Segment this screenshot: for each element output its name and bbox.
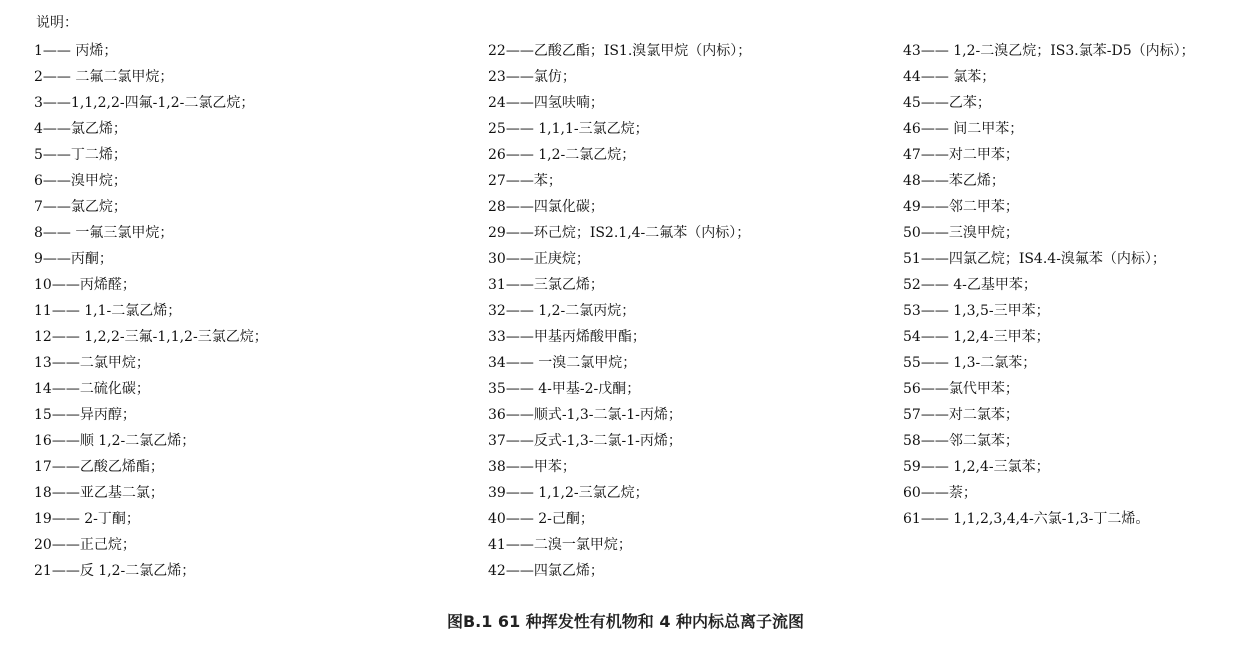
legend-item: 4——氯乙烯；: [34, 121, 127, 137]
legend-item: 61—— 1,1,2,3,4,4-六氯-1,3-丁二烯。: [903, 511, 1150, 527]
legend-item: 37——反式-1,3-二氯-1-丙烯；: [488, 433, 682, 449]
legend-item: 13——二氯甲烷；: [34, 355, 150, 371]
legend-item: 38——甲苯；: [488, 459, 576, 475]
legend-item: 27——苯；: [488, 173, 562, 189]
legend-item: 41——二溴一氯甲烷；: [488, 537, 632, 553]
legend-item: 16——顺 1,2-二氯乙烯；: [34, 433, 196, 449]
legend-item: 10——丙烯醛；: [34, 277, 136, 293]
legend-item: 30——正庚烷；: [488, 251, 590, 267]
legend-item: 50——三溴甲烷；: [903, 225, 1019, 241]
legend-item: 12—— 1,2,2-三氟-1,1,2-三氯乙烷；: [34, 329, 268, 345]
legend-item: 60——萘；: [903, 485, 977, 501]
legend-item: 58——邻二氯苯；: [903, 433, 1019, 449]
legend-column-3: [903, 38, 1195, 532]
legend-item: 39—— 1,1,2-三氯乙烷；: [488, 485, 649, 501]
figure-caption: 图B.1 61 种挥发性有机物和 4 种内标总离子流图: [446, 612, 805, 631]
legend-item: 9——丙酮；: [34, 251, 113, 267]
legend-item: 57——对二氯苯；: [903, 407, 1019, 423]
legend-title: 说明：: [36, 15, 78, 31]
legend-item: 35—— 4-甲基-2-戊酮；: [488, 381, 641, 397]
legend-item: 40—— 2-己酮；: [488, 511, 594, 527]
legend-item: 54—— 1,2,4-三甲苯；: [903, 329, 1050, 345]
legend-item: 1—— 丙烯；: [34, 43, 118, 59]
legend-item: 34—— 一溴二氯甲烷；: [488, 355, 637, 371]
legend-item: 32—— 1,2-二氯丙烷；: [488, 303, 636, 319]
legend-item: 53—— 1,3,5-三甲苯；: [903, 303, 1050, 319]
legend-item: 29——环己烷；IS2.1,4-二氟苯（内标）；: [488, 225, 751, 241]
legend-item: 8—— 一氟三氯甲烷；: [34, 225, 174, 241]
legend-item: 26—— 1,2-二氯乙烷；: [488, 147, 636, 163]
legend-column-2: [488, 38, 751, 584]
legend-item: 15——异丙醇；: [34, 407, 136, 423]
legend-item: 51——四氯乙烷；IS4.4-溴氟苯（内标）；: [903, 251, 1166, 267]
legend-item: 52—— 4-乙基甲苯；: [903, 277, 1037, 293]
legend-item: 11—— 1,1-二氯乙烯；: [34, 303, 182, 319]
legend-item: 3——1,1,2,2-四氟-1,2-二氯乙烷；: [34, 95, 255, 111]
legend-item: 23——氯仿；: [488, 69, 576, 85]
legend-item: 18——亚乙基二氯；: [34, 485, 164, 501]
legend-item: 21——反 1,2-二氯乙烯；: [34, 563, 196, 579]
legend-item: 49——邻二甲苯；: [903, 199, 1019, 215]
legend-item: 7——氯乙烷；: [34, 199, 127, 215]
legend-item: 17——乙酸乙烯酯；: [34, 459, 164, 475]
legend-item: 5——丁二烯；: [34, 147, 127, 163]
legend-item: 25—— 1,1,1-三氯乙烷；: [488, 121, 649, 137]
legend-item: 19—— 2-丁酮；: [34, 511, 140, 527]
legend-item: 46—— 间二甲苯；: [903, 121, 1024, 137]
legend-item: 56——氯代甲苯；: [903, 381, 1019, 397]
legend-item: 55—— 1,3-二氯苯；: [903, 355, 1037, 371]
legend-item: 42——四氯乙烯；: [488, 563, 604, 579]
legend-item: 14——二硫化碳；: [34, 381, 150, 397]
legend-item: 33——甲基丙烯酸甲酯；: [488, 329, 646, 345]
legend-item: 48——苯乙烯；: [903, 173, 1005, 189]
legend-item: 20——正己烷；: [34, 537, 136, 553]
legend-item: 24——四氢呋喃；: [488, 95, 604, 111]
legend-item: 47——对二甲苯；: [903, 147, 1019, 163]
legend-item: 59—— 1,2,4-三氯苯；: [903, 459, 1050, 475]
legend-item: 22——乙酸乙酯；IS1.溴氯甲烷（内标）；: [488, 43, 752, 59]
legend-item: 2—— 二氟二氯甲烷；: [34, 69, 174, 85]
legend-item: 28——四氯化碳；: [488, 199, 604, 215]
legend-item: 31——三氯乙烯；: [488, 277, 604, 293]
legend-item: 43—— 1,2-二溴乙烷；IS3.氯苯-D5（内标）；: [903, 43, 1195, 59]
legend-item: 45——乙苯；: [903, 95, 991, 111]
legend-item: 44—— 氯苯；: [903, 69, 996, 85]
legend-item: 6——溴甲烷；: [34, 173, 127, 189]
legend-column-1: [34, 38, 268, 584]
legend-item: 36——顺式-1,3-二氯-1-丙烯；: [488, 407, 682, 423]
